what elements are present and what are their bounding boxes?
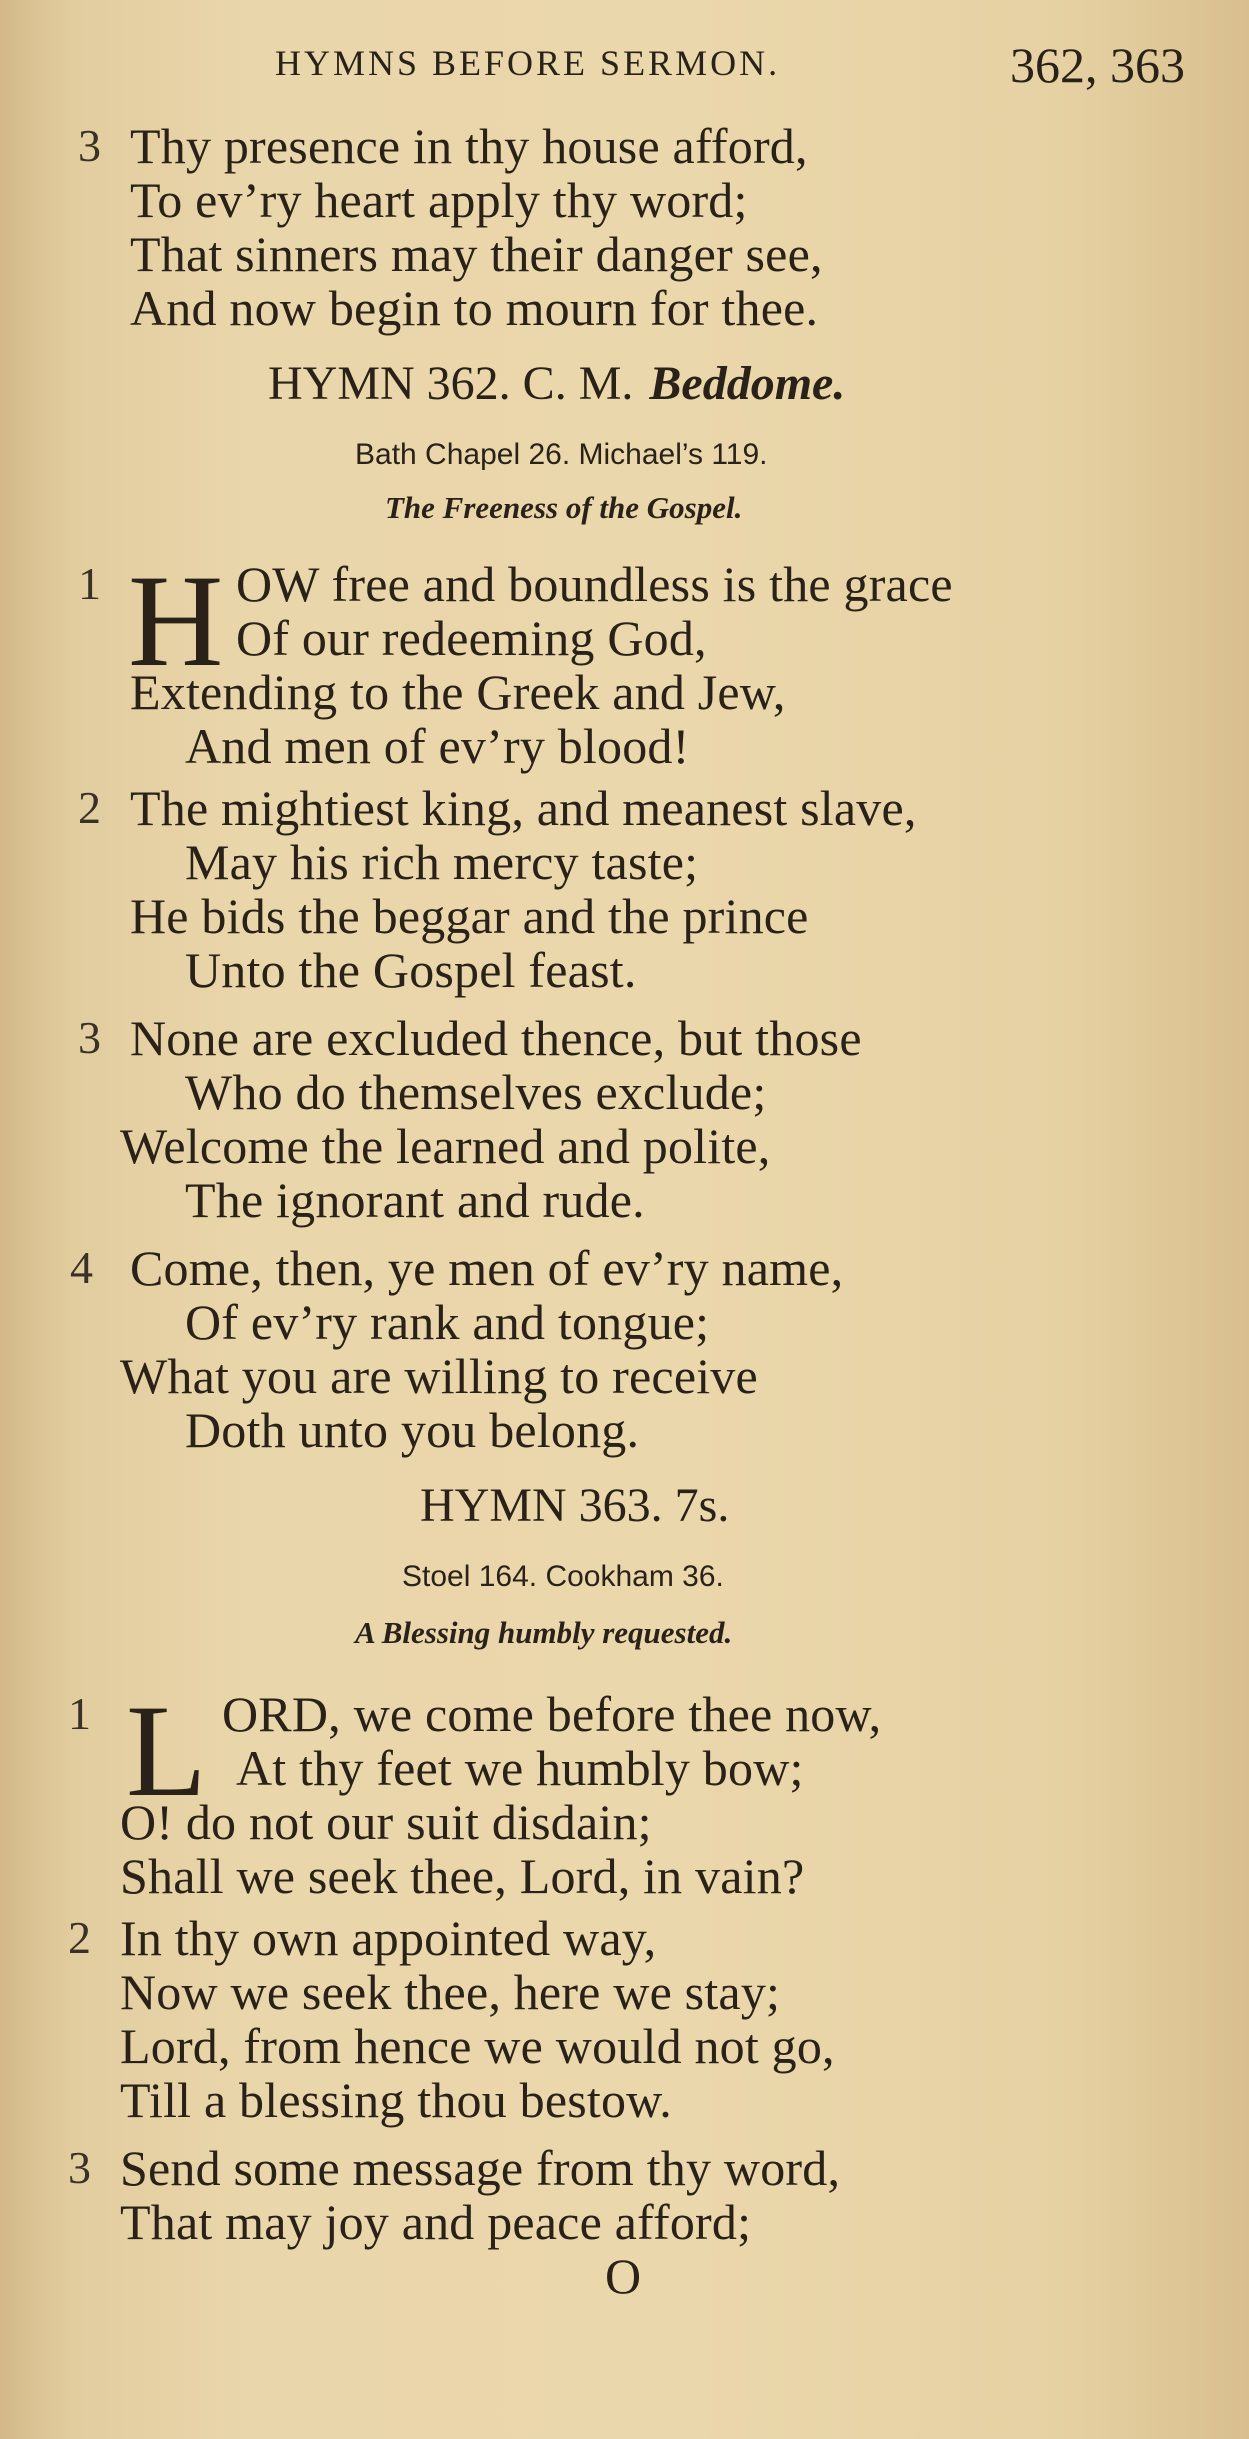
verse-line: Of our redeeming God, xyxy=(236,610,707,666)
verse-line: To ev’ry heart apply thy word; xyxy=(130,172,748,228)
stanza-number: 4 xyxy=(70,1242,93,1293)
drop-cap: L xyxy=(126,1677,207,1824)
stanza-number: 2 xyxy=(68,1912,91,1963)
verse-line: Thy presence in thy house afford, xyxy=(130,118,808,174)
hymn-362-subject: The Freeness of the Gospel. xyxy=(385,490,743,525)
verse-line: The ignorant and rude. xyxy=(185,1172,645,1228)
verse-line: And now begin to mourn for thee. xyxy=(130,280,819,336)
verse-line: Now we seek thee, here we stay; xyxy=(120,1964,781,2020)
hymn-362-title xyxy=(268,356,845,412)
hymn-362-tunes: Bath Chapel 26. Michael’s 119. xyxy=(355,438,768,471)
hymn-363-title: HYMN 363. 7s. xyxy=(420,1479,730,1532)
verse-line: Shall we seek thee, Lord, in vain? xyxy=(120,1848,805,1904)
hymn-363-tunes: Stoel 164. Cookham 36. xyxy=(402,1560,724,1593)
verse-line: What you are willing to receive xyxy=(120,1348,758,1404)
stanza-number: 3 xyxy=(78,1012,101,1063)
verse-line: ORD, we come before thee now, xyxy=(222,1686,882,1742)
stanza-number: 2 xyxy=(78,782,101,833)
running-title: HYMNS BEFORE SERMON. xyxy=(275,43,781,83)
stanza-number: 1 xyxy=(78,558,101,609)
verse-line: Send some message from thy word, xyxy=(120,2140,841,2196)
stanza-number: 3 xyxy=(68,2142,91,2193)
verse-line: Unto the Gospel feast. xyxy=(185,942,637,998)
stanza-number: 1 xyxy=(68,1688,91,1739)
verse-line: That sinners may their danger see, xyxy=(130,226,823,282)
verse-line: And men of ev’ry blood! xyxy=(185,718,690,774)
verse-line: He bids the beggar and the prince xyxy=(130,888,809,944)
verse-line: May his rich mercy taste; xyxy=(185,834,699,890)
hymn-363-subject: A Blessing humbly requested. xyxy=(355,1615,733,1650)
verse-line: None are excluded thence, but those xyxy=(130,1010,862,1066)
stanza-number: 3 xyxy=(78,120,101,171)
verse-line: Welcome the learned and polite, xyxy=(120,1118,771,1174)
hymn-362-number: HYMN 362. C. M. xyxy=(268,357,634,410)
verse-line: Lord, from hence we would not go, xyxy=(120,2018,835,2074)
verse-line: OW free and boundless is the grace xyxy=(236,556,953,612)
verse-line: Of ev’ry rank and tongue; xyxy=(185,1294,710,1350)
hymn-362-author: Beddome. xyxy=(649,357,846,410)
verse-line: Doth unto you belong. xyxy=(185,1402,640,1458)
verse-line: Extending to the Greek and Jew, xyxy=(130,664,786,720)
verse-line: At thy feet we humbly bow; xyxy=(236,1740,804,1796)
verse-line: That may joy and peace afford; xyxy=(120,2194,752,2250)
verse-line: Till a blessing thou bestow. xyxy=(120,2072,672,2128)
catchword: O xyxy=(605,2248,642,2304)
verse-line: In thy own appointed way, xyxy=(120,1910,657,1966)
verse-line: The mightiest king, and meanest slave, xyxy=(130,780,917,836)
page-numbers: 362, 363 xyxy=(1010,37,1185,93)
verse-line: Who do themselves exclude; xyxy=(185,1064,767,1120)
verse-line: O! do not our suit disdain; xyxy=(120,1794,652,1850)
verse-line: Come, then, ye men of ev’ry name, xyxy=(130,1240,844,1296)
drop-cap: H xyxy=(128,547,224,694)
